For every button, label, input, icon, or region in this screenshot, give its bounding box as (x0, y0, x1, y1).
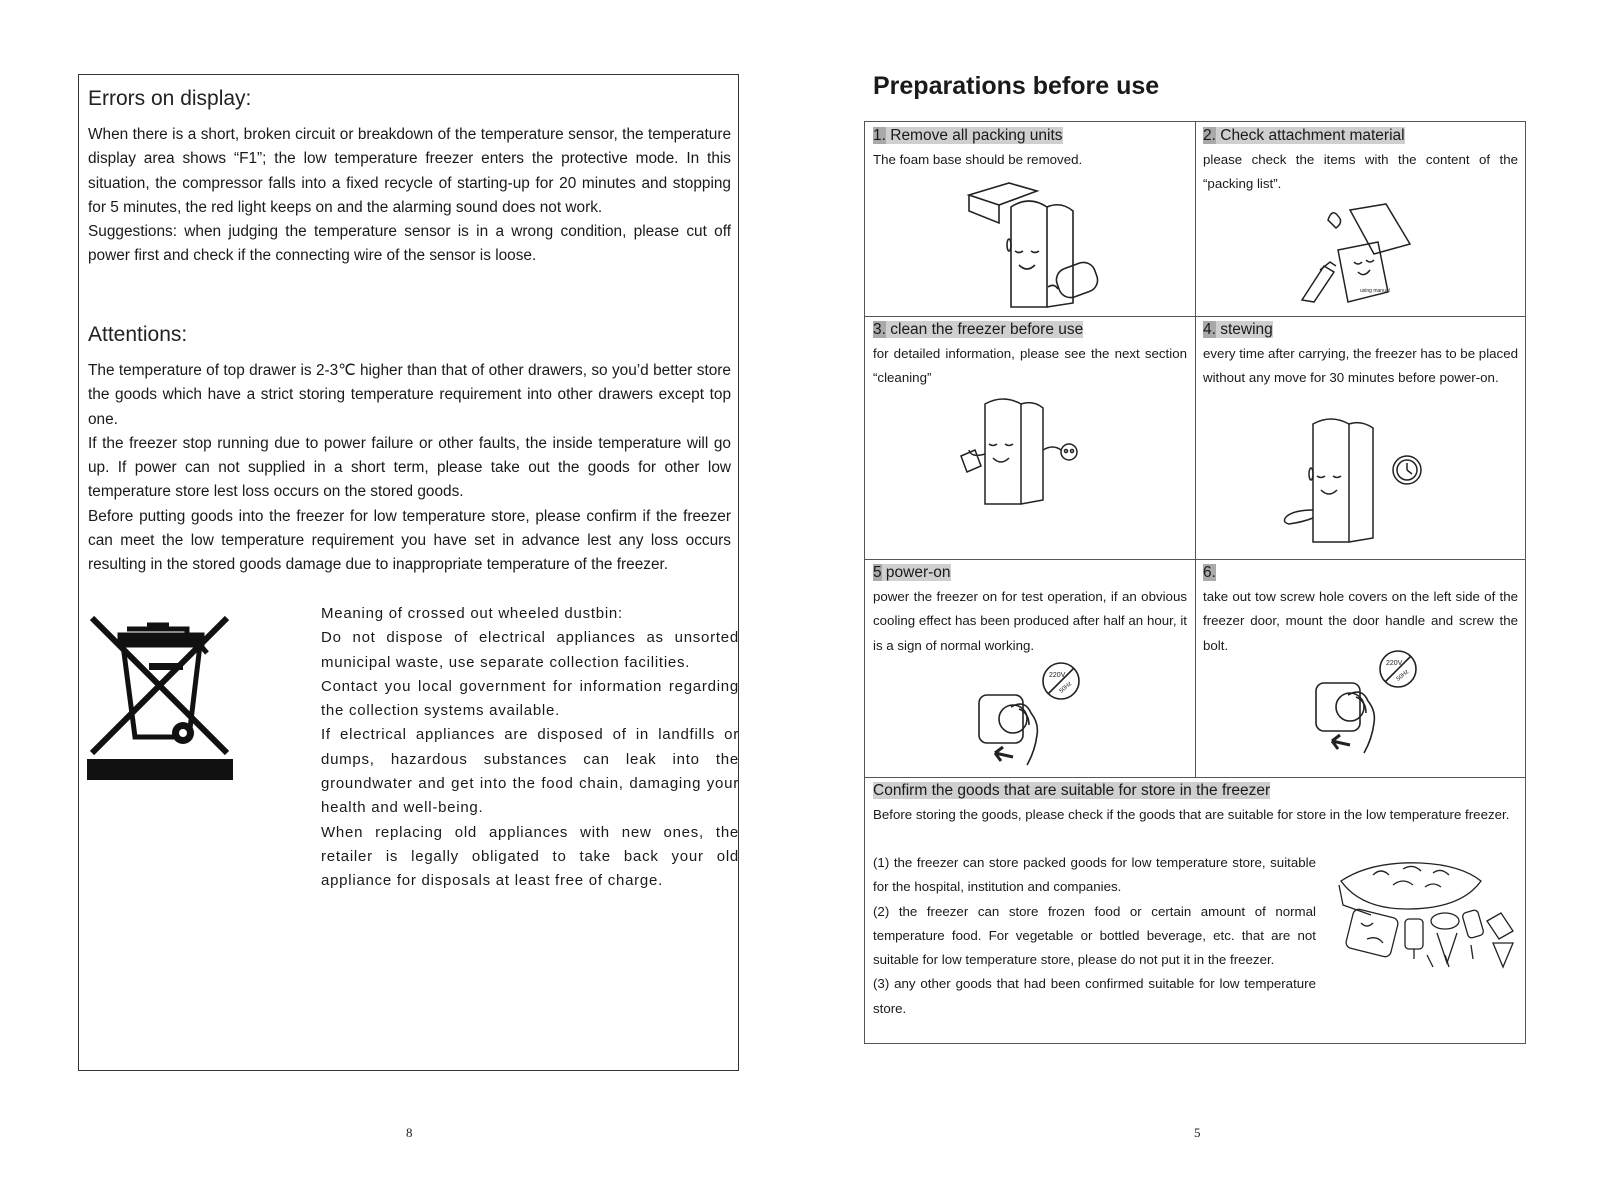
attentions-p3: Before putting goods into the freezer for low temperature store, please confirm if the freezer can meet the low temperature requirement you have set in advance lest any loss occurs resulting in the stored goods damage due to inappropriate temperature of the freezer. (88, 507, 731, 574)
attentions-p2: If the freezer stop running due to power failure or other faults, the inside temperature will go up. If power can not supplied in a short term, please take out the goods for other low temperature store lest loss occurs on the stored goods. (88, 434, 731, 501)
step-2-text: please check the items with the content of the “packing list”. (1203, 152, 1518, 192)
confirm-item-3: (3) any other goods that had been confirmed suitable for low temperature store. (873, 976, 1316, 1016)
confirm-intro: Before storing the goods, please check if the goods that are suitable for store in the low temperature freezer. (873, 807, 1510, 822)
plug-socket-illustration (973, 657, 1085, 769)
step-1-title: 1. Remove all packing units (873, 127, 1063, 144)
step-3-cell (865, 316, 1195, 559)
freezer-foam-base-illustration (953, 177, 1103, 312)
attentions-section (88, 359, 731, 578)
plug-voltage-label: 220V (1049, 672, 1066, 679)
step-4-text: every time after carrying, the freezer has to be placed without any move for 30 minutes before power-on. (1203, 346, 1518, 386)
freezer-cleaning-illustration (955, 394, 1085, 512)
step-2-cell (1195, 122, 1526, 316)
left-page-frame (78, 74, 739, 1071)
step-4-title: 4. stewing (1203, 321, 1273, 338)
plug-socket-illustration (1310, 645, 1422, 757)
weee-title: Meaning of crossed out wheeled dustbin: (321, 605, 623, 622)
step-1-text: The foam base should be removed. (873, 152, 1083, 167)
crossed-out-wheeled-bin-icon (87, 613, 233, 780)
left-page-number: 8 (406, 1125, 413, 1140)
weee-p2: Contact you local government for information regarding the collection systems available. (321, 677, 739, 720)
plug-voltage-label: 220V (1386, 660, 1403, 667)
plug-frequency-label: 50Hz (1395, 669, 1411, 683)
step-2-title: 2. Check attachment material (1203, 127, 1405, 144)
step-6-title: 6. (1203, 564, 1216, 581)
confirm-item-2: (2) the freezer can store frozen food or certain amount of normal temperature food. For vegetable or bottled beverage, etc. that are not suitable for low temperature store, please do not put it in the freezer. (873, 903, 1316, 968)
packing-list-manual-illustration (1290, 200, 1430, 312)
confirm-heading: Confirm the goods that are suitable for store in the freezer (873, 782, 1271, 799)
step-5-cell (865, 559, 1195, 777)
step-5-text: power the freezer on for test operation, if an obvious cooling effect has been produced after half an hour, it is a sign of normal working. (873, 589, 1187, 653)
step-6-text: take out tow screw hole covers on the left side of the freezer door, mount the door handle and screw the bolt. (1203, 589, 1518, 653)
confirm-list (873, 851, 1316, 1021)
errors-section (88, 123, 731, 269)
errors-body: When there is a short, broken circuit or breakdown of the temperature sensor, the temperature display area shows “F1”; the low temperature freezer enters the protective mode. In this situation, the compressor falls into a fixed recycle of starting-up for 20 minutes and stopping for 5 minutes, the red light keeps on and the alarming sound does not work. (88, 126, 731, 216)
preparations-title: Preparations before use (873, 72, 1160, 100)
step-1-cell (865, 122, 1195, 316)
weee-notice (321, 602, 739, 894)
weee-p1: Do not dispose of electrical appliances as unsorted municipal waste, use separate collection facilities. (321, 629, 739, 671)
step-3-title: 3. clean the freezer before use (873, 321, 1084, 338)
manual-label: using manual (1360, 288, 1390, 294)
confirm-goods-cell (865, 777, 1526, 1043)
step-5-title: 5 power-on (873, 564, 951, 581)
attentions-heading: Attentions: (88, 323, 188, 346)
steps-table (864, 121, 1526, 1044)
errors-suggestions: Suggestions: when judging the temperature sensor is in a wrong condition, please cut off power first and check if the connecting wire of the sensor is loose. (88, 223, 731, 265)
confirm-item-1: (1) the freezer can store packed goods for low temperature store, suitable for the hospital, institution and companies. (873, 855, 1316, 895)
right-page-number: 5 (1194, 1125, 1201, 1140)
errors-heading: Errors on display: (88, 87, 252, 110)
attentions-p1: The temperature of top drawer is 2-3℃ higher than that of other drawers, so you’d better store the goods which have a strict storing temperature requirement into other drawers except top one. (88, 362, 731, 428)
frozen-food-illustration (1333, 855, 1521, 973)
step-6-cell (1195, 559, 1526, 777)
freezer-clock-illustration (1273, 414, 1433, 554)
step-3-text: for detailed information, please see the next section “cleaning” (873, 346, 1187, 386)
plug-frequency-label: 50Hz (1058, 681, 1074, 695)
weee-p3: If electrical appliances are disposed of in landfills or dumps, hazardous substances can leak into the groundwater and get into the food chain, damaging your health and well-being. (321, 726, 739, 817)
weee-p4: When replacing old appliances with new ones, the retailer is legally obligated to take back your old appliance for disposals at least free of charge. (321, 823, 739, 890)
step-4-cell (1195, 316, 1526, 559)
